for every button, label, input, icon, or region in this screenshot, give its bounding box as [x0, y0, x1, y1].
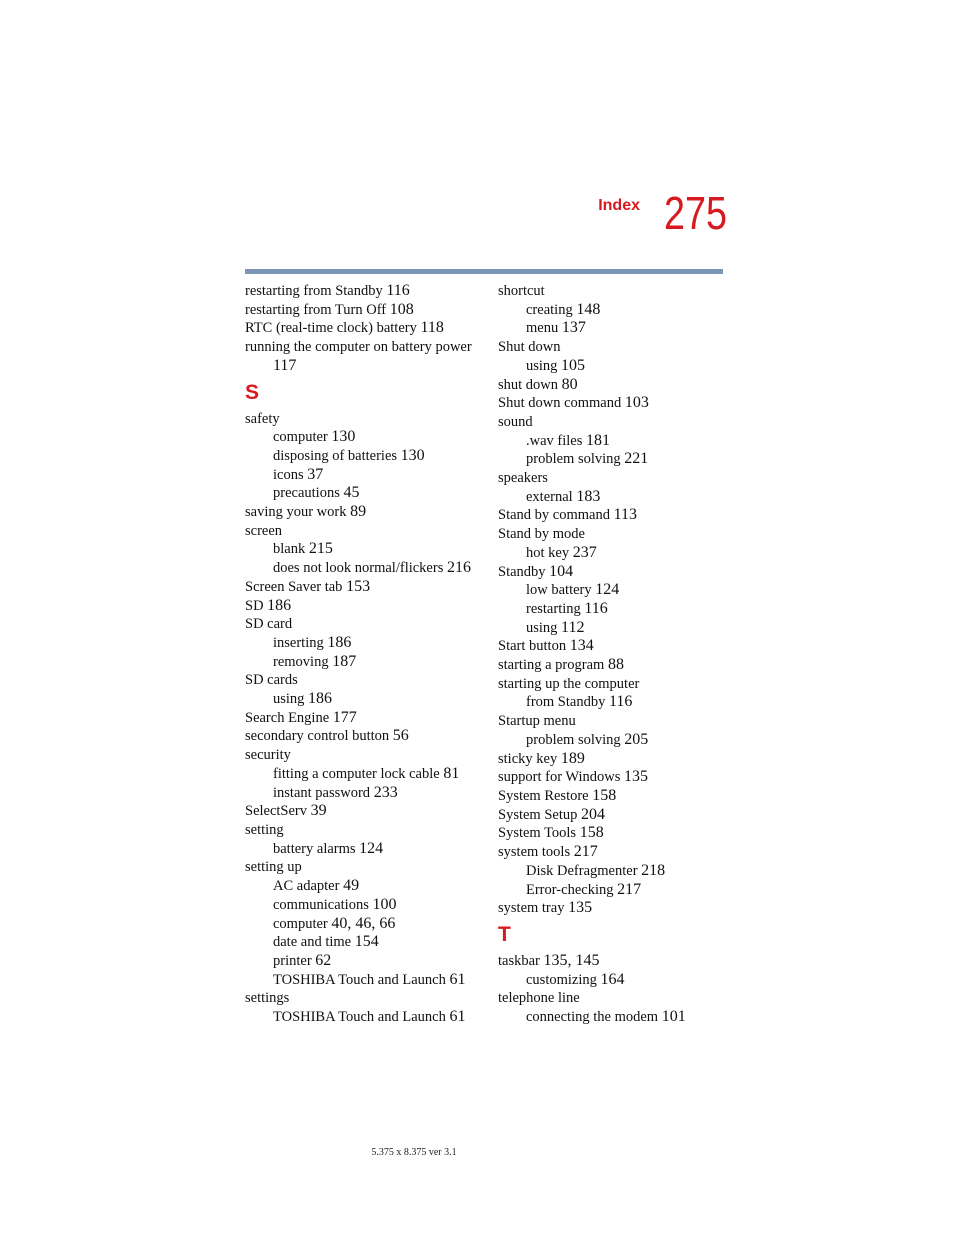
entry-term: Error-checking [526, 881, 614, 898]
page-reference[interactable]: 49 [343, 877, 360, 895]
index-subentry [498, 581, 738, 600]
index-entry [498, 563, 738, 582]
entry-term: running the computer on battery power [245, 339, 472, 356]
entry-term: using [273, 691, 305, 708]
index-subentry [245, 559, 485, 578]
page-reference[interactable]: 88 [607, 656, 624, 674]
entry-term: inserting [273, 634, 324, 651]
entry-term: does not look normal/flickers [273, 560, 444, 577]
entry-term: system tray [498, 900, 565, 917]
index-column-right [498, 282, 738, 1027]
entry-term: instant password [273, 784, 371, 801]
index-entry [498, 413, 738, 432]
index-entry [245, 802, 485, 821]
page-reference[interactable]: 204 [580, 805, 605, 823]
index-entry [245, 282, 485, 301]
entry-term: security [245, 747, 291, 764]
index-subentry [498, 862, 738, 881]
entry-term: Disk Defragmenter [526, 862, 638, 879]
index-entry [498, 843, 738, 862]
index-subentry [498, 432, 738, 451]
entry-term: hot key [526, 544, 570, 561]
entry-term: Startup menu [498, 713, 576, 730]
index-subentry [498, 693, 738, 712]
page-reference[interactable]: 218 [641, 861, 666, 879]
entry-term: external [526, 488, 573, 505]
index-subentry [245, 634, 485, 653]
entry-term: SelectServ [245, 803, 308, 820]
index-subentry [245, 428, 485, 447]
index-subentry [245, 952, 485, 971]
index-entry [498, 824, 738, 843]
entry-term: printer [273, 952, 312, 969]
entry-term: Shut down [498, 339, 561, 356]
entry-term: icons [273, 466, 304, 483]
page-reference[interactable]: 61 [449, 970, 466, 988]
index-letter-heading: S [245, 380, 260, 404]
index-entry [498, 376, 738, 395]
page-reference[interactable]: 233 [373, 783, 398, 801]
entry-term: sticky key [498, 750, 558, 767]
index-subentry [245, 447, 485, 466]
entry-term: SD [245, 597, 264, 614]
page-reference[interactable]: 116 [584, 599, 608, 617]
page-reference[interactable]: 135, 145 [543, 951, 600, 969]
index-entry [245, 709, 485, 728]
page-reference[interactable]: 137 [561, 319, 586, 337]
entry-term: blank [273, 541, 306, 558]
entry-term: System Setup [498, 806, 578, 823]
index-entry [245, 503, 485, 522]
entry-term: Search Engine [245, 709, 330, 726]
index-subentry [498, 1008, 738, 1027]
page-reference[interactable]: 40, 46, 66 [331, 914, 396, 932]
section-title: Index [598, 197, 640, 214]
page-reference[interactable]: 135 [568, 899, 593, 917]
entry-term: taskbar [498, 952, 540, 969]
entry-term: menu [526, 320, 559, 337]
entry-term: customizing [526, 971, 597, 988]
page-reference[interactable]: 215 [308, 540, 333, 558]
page-reference[interactable]: 81 [443, 764, 460, 782]
index-subentry [498, 544, 738, 563]
entry-term: restarting from Turn Off [245, 301, 387, 318]
index-entry [498, 469, 738, 488]
entry-term: Screen Saver tab [245, 578, 343, 595]
page-reference[interactable]: 221 [624, 450, 649, 468]
entry-term: creating [526, 301, 573, 318]
index-letter-heading: T [498, 922, 511, 946]
index-subentry [245, 765, 485, 784]
index-subentry [498, 971, 738, 990]
page-reference[interactable]: 117 [273, 356, 297, 374]
index-subentry [498, 881, 738, 900]
entry-term: Stand by command [498, 507, 610, 524]
entry-term: screen [245, 522, 283, 539]
index-subentry [498, 619, 738, 638]
page-reference[interactable]: 56 [392, 727, 409, 745]
entry-term: using [526, 357, 558, 374]
entry-term: speakers [498, 470, 548, 487]
index-entry [245, 357, 485, 376]
entry-term: setting [245, 821, 284, 838]
page-reference[interactable]: 189 [560, 749, 585, 767]
entry-term: settings [245, 990, 290, 1007]
page-reference[interactable]: 158 [579, 824, 604, 842]
index-entry [498, 506, 738, 525]
entry-term: problem solving [526, 451, 621, 468]
index-entry [245, 746, 485, 765]
index-entry [498, 394, 738, 413]
entry-term: shut down [498, 376, 559, 393]
page-reference[interactable]: 45 [343, 484, 360, 502]
page-reference[interactable]: 116 [386, 282, 410, 299]
entry-term: restarting from Standby [245, 283, 383, 299]
page-reference[interactable]: 186 [267, 596, 292, 614]
entry-term: Standby [498, 563, 546, 580]
index-column-left [245, 282, 485, 1027]
page-reference[interactable]: 154 [354, 933, 379, 951]
entry-term: starting up the computer [498, 675, 640, 692]
entry-term: .wav files [526, 432, 583, 449]
page-reference[interactable]: 130 [400, 446, 425, 464]
page-reference[interactable]: 100 [372, 895, 397, 913]
index-entry [498, 787, 738, 806]
index-entry [245, 338, 485, 357]
page-reference[interactable]: 104 [549, 562, 574, 580]
index-subentry [498, 319, 738, 338]
page-reference[interactable]: 103 [624, 394, 649, 412]
index-subentry [245, 971, 485, 990]
page-reference[interactable]: 135 [624, 768, 649, 786]
page-reference[interactable]: 183 [576, 487, 601, 505]
page-reference[interactable]: 61 [449, 1008, 466, 1026]
entry-term: low battery [526, 582, 592, 599]
index-entry [498, 637, 738, 656]
index-entry [245, 671, 485, 690]
entry-term: Start button [498, 638, 567, 655]
page-number: 275 [664, 187, 727, 239]
page-reference[interactable]: 186 [308, 690, 333, 708]
entry-term: using [526, 619, 558, 636]
entry-term: Stand by mode [498, 526, 585, 543]
entry-term: fitting a computer lock cable [273, 765, 440, 782]
index-subentry [245, 933, 485, 952]
index-entry [245, 410, 485, 429]
entry-term: computer [273, 915, 328, 932]
index-entry [498, 806, 738, 825]
entry-term: problem solving [526, 731, 621, 748]
index-subentry [245, 690, 485, 709]
page-reference[interactable]: 62 [315, 951, 332, 969]
index-subentry [245, 540, 485, 559]
entry-term: communications [273, 896, 369, 913]
entry-term: date and time [273, 934, 352, 951]
entry-term: computer [273, 429, 328, 446]
page-reference[interactable]: 80 [561, 375, 578, 393]
entry-term: saving your work [245, 504, 347, 521]
page-reference[interactable]: 205 [624, 730, 649, 748]
index-entry [245, 615, 485, 634]
index-entry [245, 858, 485, 877]
page-reference[interactable]: 113 [613, 506, 637, 524]
index-entry [245, 727, 485, 746]
page-reference[interactable]: 37 [307, 465, 324, 483]
index-subentry [498, 301, 738, 320]
page-reference[interactable]: 216 [446, 559, 471, 577]
entry-term: removing [273, 653, 329, 670]
page-reference[interactable]: 237 [572, 543, 597, 561]
header-rule [245, 269, 723, 274]
page-reference[interactable]: 181 [586, 431, 610, 449]
index-entry [498, 525, 738, 544]
entry-term: System Restore [498, 787, 589, 804]
index-subentry [245, 653, 485, 672]
index-entry [498, 952, 738, 971]
index-subentry [245, 784, 485, 803]
index-subentry [245, 484, 485, 503]
entry-term: SD card [245, 616, 293, 633]
entry-term: setting up [245, 859, 302, 876]
page-reference[interactable]: 148 [576, 300, 601, 318]
entry-term: connecting the modem [526, 1009, 659, 1026]
index-entry [245, 301, 485, 320]
page-reference[interactable]: 186 [327, 633, 352, 651]
index-subentry [498, 357, 738, 376]
entry-term: AC adapter [273, 878, 340, 895]
entry-term: shortcut [498, 283, 545, 299]
page-reference[interactable]: 105 [561, 356, 586, 374]
page-footer: 5.375 x 8.375 ver 3.1 [371, 1147, 457, 1158]
index-entry [498, 768, 738, 787]
page-reference[interactable]: 177 [332, 708, 357, 726]
index-subentry [245, 877, 485, 896]
entry-term: TOSHIBA Touch and Launch [273, 1009, 446, 1026]
index-entry [245, 597, 485, 616]
index-subentry [245, 840, 485, 859]
index-entry [498, 338, 738, 357]
index-subentry [498, 731, 738, 750]
page-reference[interactable]: 153 [346, 577, 371, 595]
index-subentry [498, 488, 738, 507]
entry-term: restarting [526, 600, 581, 617]
entry-term: Shut down command [498, 395, 622, 412]
entry-term: TOSHIBA Touch and Launch [273, 971, 446, 988]
index-entry [498, 282, 738, 301]
page-reference[interactable]: 118 [420, 319, 444, 337]
entry-term: safety [245, 410, 280, 427]
page-reference[interactable]: 108 [389, 300, 414, 318]
index-entry [498, 989, 738, 1008]
page-reference[interactable]: 158 [592, 786, 617, 804]
index-entry [245, 319, 485, 338]
index-entry [245, 578, 485, 597]
page-reference[interactable]: 217 [573, 843, 598, 861]
entry-term: from Standby [526, 694, 606, 711]
index-entry [245, 821, 485, 840]
entry-term: battery alarms [273, 840, 356, 857]
entry-term: support for Windows [498, 769, 621, 786]
entry-term: SD cards [245, 672, 298, 689]
index-entry [245, 522, 485, 541]
index-subentry [245, 466, 485, 485]
index-entry [498, 750, 738, 769]
page-reference[interactable]: 134 [569, 637, 594, 655]
index-entry [498, 899, 738, 918]
entry-term: starting a program [498, 657, 605, 674]
page-reference[interactable]: 112 [561, 618, 585, 636]
index-subentry [245, 1008, 485, 1027]
page-reference[interactable]: 217 [617, 880, 642, 898]
index-entry [245, 989, 485, 1008]
index-entry [498, 656, 738, 675]
page-reference[interactable]: 187 [332, 652, 357, 670]
index-subentry [498, 600, 738, 619]
entry-term: System Tools [498, 825, 577, 842]
page-reference[interactable]: 164 [600, 970, 625, 988]
index-subentry [245, 915, 485, 934]
entry-term: telephone line [498, 990, 580, 1007]
index-entry [498, 712, 738, 731]
entry-term: system tools [498, 844, 571, 861]
entry-term: disposing of batteries [273, 447, 398, 464]
entry-term: sound [498, 413, 533, 430]
index-subentry [498, 450, 738, 469]
page-reference[interactable]: 124 [595, 581, 620, 599]
index-subentry [245, 896, 485, 915]
page-reference[interactable]: 124 [359, 839, 384, 857]
page-reference[interactable]: 89 [350, 503, 367, 521]
page-reference[interactable]: 101 [661, 1008, 686, 1026]
index-entry [498, 675, 738, 694]
page-reference[interactable]: 116 [608, 693, 633, 711]
page-reference[interactable]: 39 [310, 802, 327, 820]
page-reference[interactable]: 130 [331, 428, 356, 446]
entry-term: precautions [273, 485, 340, 502]
entry-term: RTC (real-time clock) battery [245, 320, 417, 337]
entry-term: secondary control button [245, 728, 390, 745]
